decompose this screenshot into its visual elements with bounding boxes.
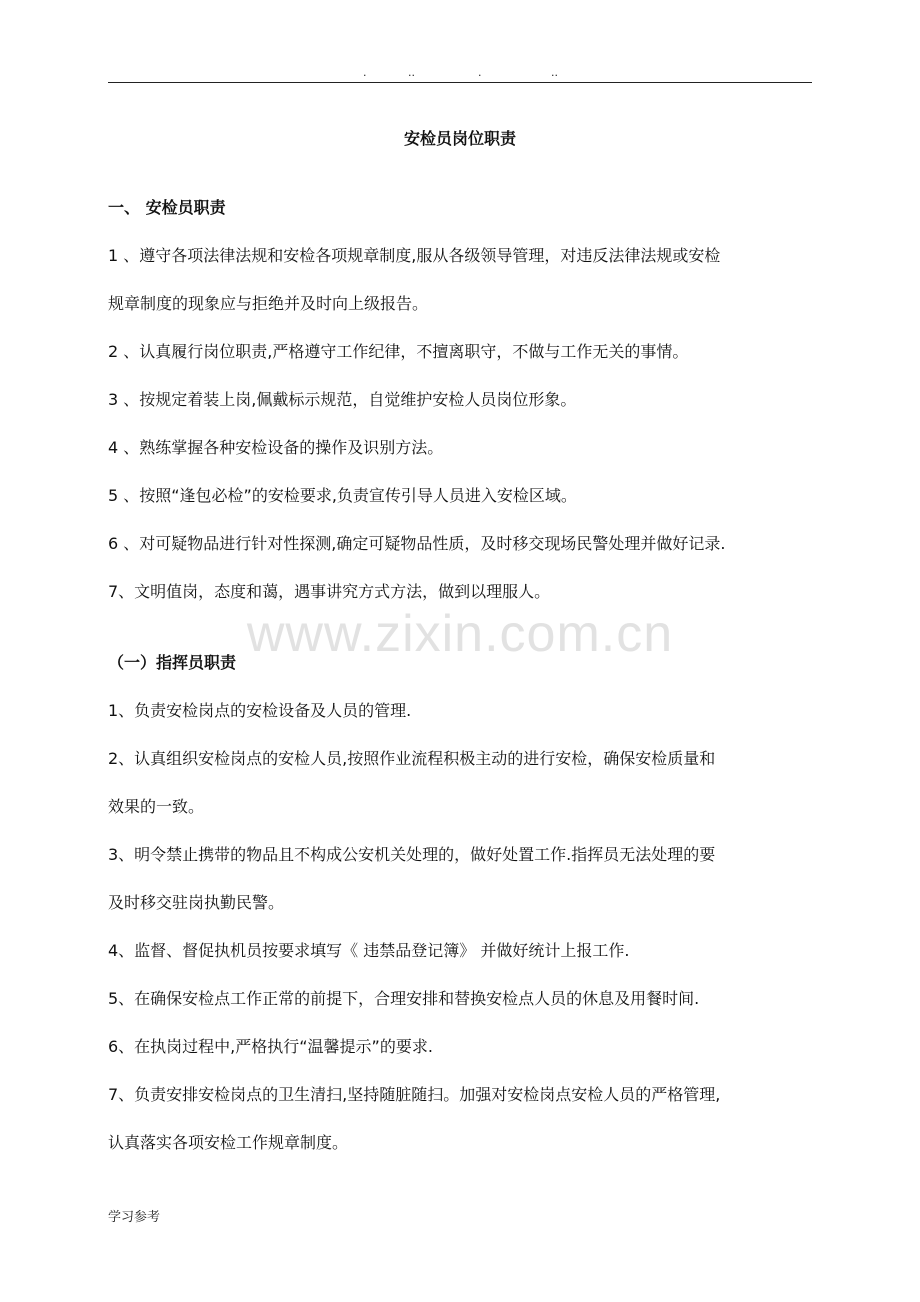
paragraph-line: 3 、按规定着装上岗,佩戴标示规范，自觉维护安检人员岗位形象。 xyxy=(108,390,577,409)
paragraph-line: 6、在执岗过程中,严格执行“温馨提示”的要求. xyxy=(108,1037,433,1056)
paragraph-line: 认真落实各项安检工作规章制度。 xyxy=(108,1133,349,1152)
header-dot: . xyxy=(363,66,367,79)
paragraph-line: 5、在确保安检点工作正常的前提下，合理安排和替换安检点人员的休息及用餐时间. xyxy=(108,989,700,1008)
paragraph-line: 5 、按照“逢包必检”的安检要求,负责宣传引导人员进入安检区域。 xyxy=(108,486,577,505)
paragraph-line: 7、文明值岗，态度和蔼，遇事讲究方式方法，做到以理服人。 xyxy=(108,582,551,601)
paragraph-line: 7、负责安排安检岗点的卫生清扫,坚持随脏随扫。加强对安检岗点安检人员的严格管理, xyxy=(108,1085,721,1104)
header-dot: .. xyxy=(551,66,558,79)
paragraph-line: 1 、遵守各项法律法规和安检各项规章制度,服从各级领导管理，对违反法律法规或安检 xyxy=(108,246,721,265)
section-heading: （一）指挥员职责 xyxy=(108,653,237,672)
page-title: 安检员岗位职责 xyxy=(403,129,516,148)
paragraph-line: 4、监督、督促执机员按要求填写《 违禁品登记簿》 并做好统计上报工作. xyxy=(108,941,630,960)
paragraph-line: 及时移交驻岗执勤民警。 xyxy=(108,893,285,912)
paragraph-line: 6 、对可疑物品进行针对性探测,确定可疑物品性质，及时移交现场民警处理并做好记录. xyxy=(108,534,726,553)
paragraph-line: 2、认真组织安检岗点的安检人员,按照作业流程积极主动的进行安检，确保安检质量和 xyxy=(108,749,716,768)
paragraph-line: 3、明令禁止携带的物品且不构成公安机关处理的，做好处置工作.指挥员无法处理的要 xyxy=(108,845,716,864)
page-footer: 学习参考 xyxy=(108,1210,161,1225)
header-dot: . xyxy=(478,66,482,79)
section-heading: 一、 安检员职责 xyxy=(108,198,226,217)
watermark: www.zixin.com.cn xyxy=(246,605,674,663)
paragraph-line: 规章制度的现象应与拒绝并及时向上级报告。 xyxy=(108,294,429,313)
paragraph-line: 2 、认真履行岗位职责,严格遵守工作纪律，不擅离职守，不做与工作无关的事情。 xyxy=(108,342,689,361)
header-dot: .. xyxy=(408,66,415,79)
paragraph-line: 4 、熟练掌握各种安检设备的操作及识别方法。 xyxy=(108,438,444,457)
paragraph-line: 1、负责安检岗点的安检设备及人员的管理. xyxy=(108,701,412,720)
header-dots xyxy=(108,66,812,80)
header-rule xyxy=(108,82,812,83)
paragraph-line: 效果的一致。 xyxy=(108,797,205,816)
